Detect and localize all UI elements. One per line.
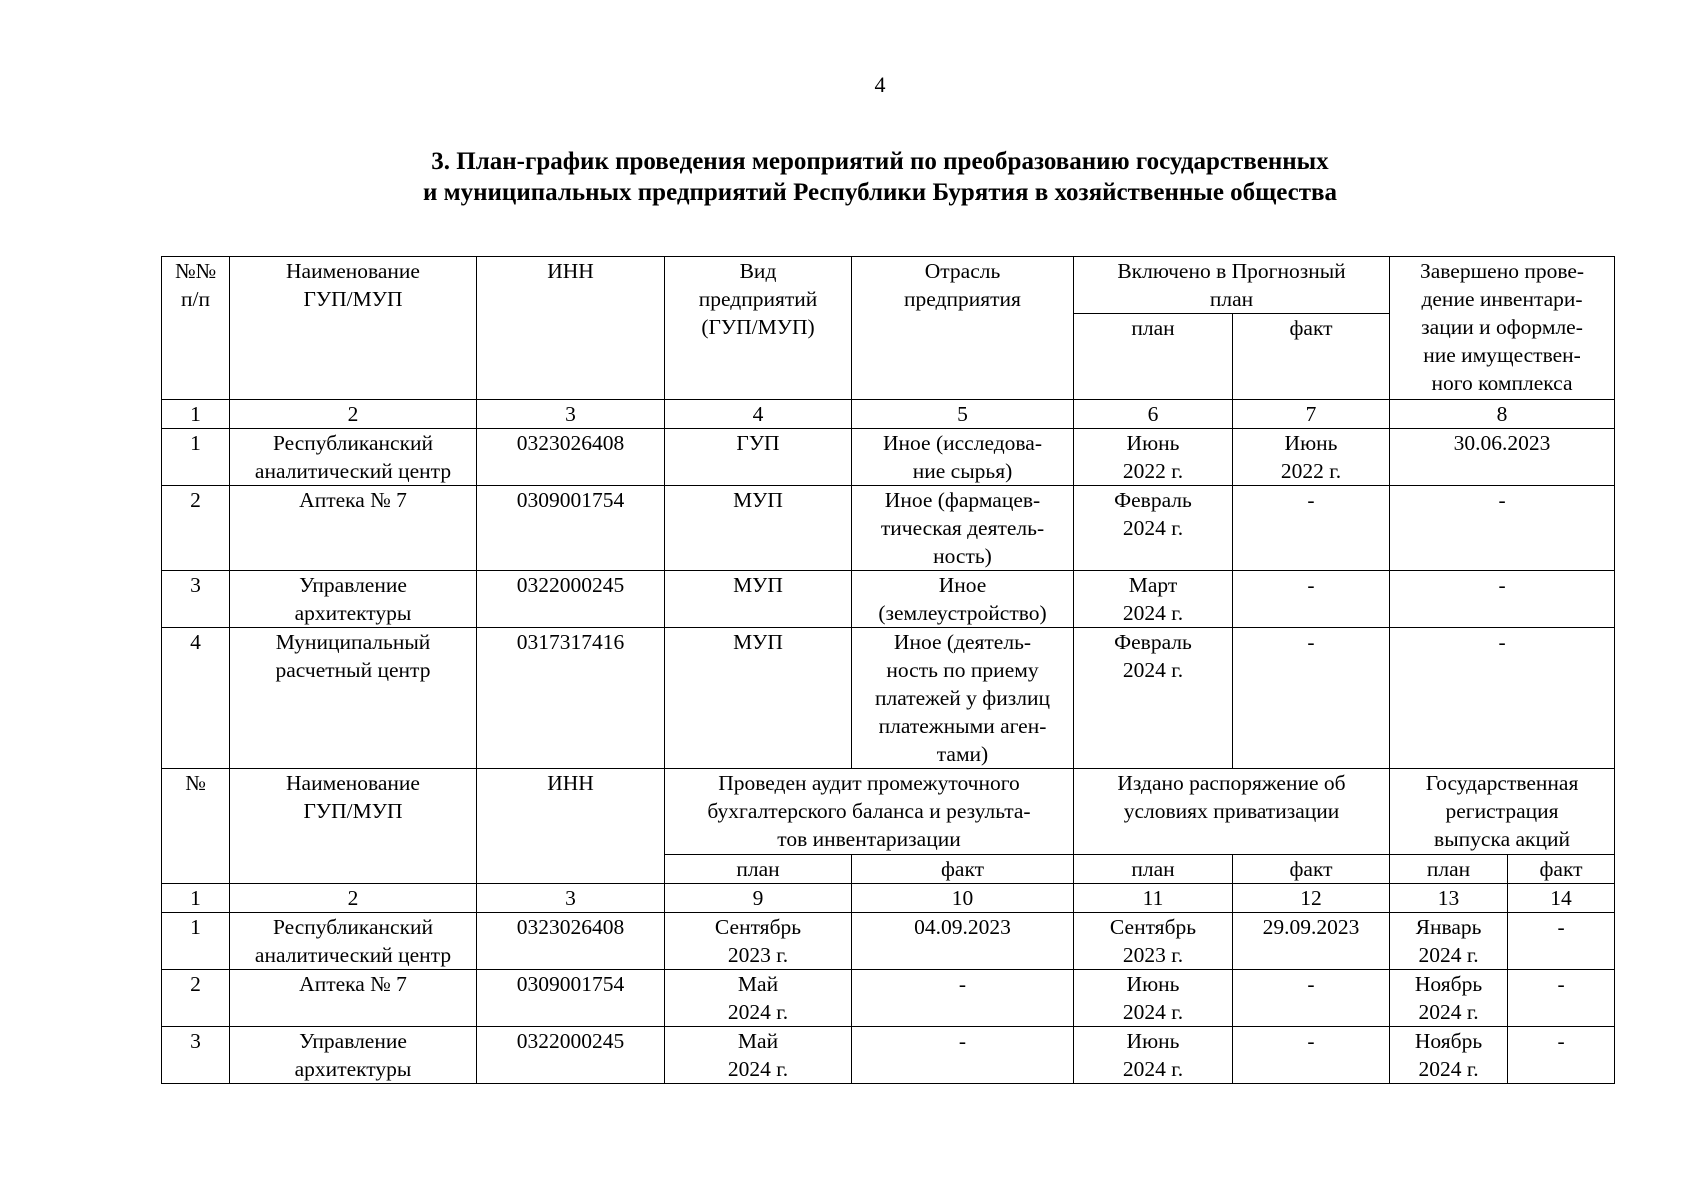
header-fact: факт: [1233, 314, 1390, 400]
cell-line: Отрасль: [924, 259, 1001, 283]
industry-value: [852, 486, 1074, 571]
cell-line: ИНН: [547, 259, 594, 283]
inn-value: 0322000245: [477, 571, 665, 628]
cell-line: Завершено прове-: [1419, 259, 1585, 283]
inn-value: 0322000245: [477, 1027, 665, 1084]
enterprise-type: ГУП: [665, 429, 852, 486]
cell-line: Вид: [739, 259, 777, 283]
inventory-value: 30.06.2023: [1390, 429, 1615, 486]
cell-line: Государственная: [1425, 771, 1579, 795]
row-num: 3: [162, 571, 230, 628]
industry-value: [852, 429, 1074, 486]
enterprise-type: МУП: [665, 486, 852, 571]
cell-line: выпуска акций: [1434, 827, 1570, 851]
column-number: 3: [477, 884, 665, 913]
table-row: [162, 571, 1615, 628]
cell-line: 2024 г.: [727, 1057, 789, 1081]
cell-line: 2024 г.: [1418, 1057, 1479, 1081]
header-name: [230, 769, 477, 884]
column-number: 3: [477, 400, 665, 429]
registration-fact-value: -: [1508, 913, 1615, 970]
forecast-fact-value: [1233, 429, 1390, 486]
header-reg-plan: план: [1390, 855, 1508, 884]
registration-plan-value: [1390, 1027, 1508, 1084]
cell-line: Муниципальный: [275, 630, 431, 654]
registration-plan-value: [1390, 913, 1508, 970]
row-num: 2: [162, 970, 230, 1027]
column-number: 2: [230, 400, 477, 429]
cell-line: Аптека № 7: [299, 972, 407, 996]
column-number: 2: [230, 884, 477, 913]
table-row: [162, 913, 1615, 970]
cell-line: Проведен аудит промежуточного: [718, 771, 1020, 795]
cell-line: 2024 г.: [1122, 1000, 1184, 1024]
header-row-2: [162, 769, 1615, 855]
column-number: 1: [162, 884, 230, 913]
cell-line: Наименование: [286, 259, 420, 283]
column-numbers-row-2: [162, 884, 1615, 913]
registration-plan-value: [1390, 970, 1508, 1027]
cell-line: тическая деятель-: [880, 516, 1045, 540]
cell-line: 2023 г.: [1122, 943, 1184, 967]
cell-line: 2023 г.: [727, 943, 789, 967]
cell-line: 2024 г.: [1122, 1057, 1184, 1081]
cell-line: Включено в Прогнозный: [1117, 259, 1346, 283]
row-num: 3: [162, 1027, 230, 1084]
column-number: 5: [852, 400, 1074, 429]
cell-line: Февраль: [1114, 488, 1192, 512]
cell-line: платежными аген-: [878, 714, 1047, 738]
industry-value: [852, 571, 1074, 628]
forecast-fact-value: [1233, 628, 1390, 769]
cell-line: Иное (фармацев-: [884, 488, 1041, 512]
cell-line: план: [1209, 287, 1254, 311]
inventory-value: -: [1390, 486, 1615, 571]
header-num: [162, 257, 230, 400]
row-num: 4: [162, 628, 230, 769]
table-row: [162, 970, 1615, 1027]
forecast-plan-value: [1074, 429, 1233, 486]
cell-line: 2024 г.: [1418, 1000, 1479, 1024]
inventory-value: -: [1390, 628, 1615, 769]
header-row: [162, 257, 1615, 314]
order-fact-value: -: [1233, 970, 1390, 1027]
cell-line: ГУП/МУП: [303, 287, 403, 311]
inn-value: 0309001754: [477, 970, 665, 1027]
order-fact-value: 29.09.2023: [1233, 913, 1390, 970]
cell-line: ние сырья): [912, 459, 1013, 483]
column-number: 9: [665, 884, 852, 913]
document-title: [0, 146, 1698, 208]
cell-line: Сентябрь: [714, 915, 802, 939]
cell-line: (землеустройство): [878, 601, 1047, 625]
cell-line: №№: [174, 259, 217, 283]
column-number: 8: [1390, 400, 1615, 429]
cell-line: 2024 г.: [1122, 658, 1184, 682]
cell-line: Иное (деятель-: [893, 630, 1032, 654]
column-number: 12: [1233, 884, 1390, 913]
cell-line: Иное: [938, 573, 987, 597]
header-order-plan: план: [1074, 855, 1233, 884]
cell-line: Июнь: [1126, 972, 1180, 996]
cell-line: расчетный центр: [275, 658, 431, 682]
cell-line: 2024 г.: [1122, 601, 1184, 625]
title-line-1: 3. План-график проведения мероприятий по преобразованию государственных: [431, 148, 1329, 175]
enterprise-name: [230, 429, 477, 486]
cell-line: Республиканский: [272, 915, 434, 939]
header-order-fact: факт: [1233, 855, 1390, 884]
page-number: 4: [874, 72, 886, 97]
header-audit: [665, 769, 1074, 855]
header-audit-fact: факт: [852, 855, 1074, 884]
enterprise-name: [230, 970, 477, 1027]
forecast-fact-value: [1233, 486, 1390, 571]
cell-line: архитектуры: [294, 601, 412, 625]
cell-line: аналитический центр: [254, 943, 452, 967]
cell-line: Ноябрь: [1414, 1029, 1483, 1053]
header-order: [1074, 769, 1390, 855]
cell-line: Управление: [299, 1029, 407, 1053]
inn-value: 0317317416: [477, 628, 665, 769]
header-inventory: [1390, 257, 1615, 400]
order-plan-value: [1074, 1027, 1233, 1084]
audit-plan-value: [665, 1027, 852, 1084]
inn-value: 0309001754: [477, 486, 665, 571]
cell-line: ние имуществен-: [1423, 343, 1581, 367]
cell-line: 2022 г.: [1122, 459, 1184, 483]
column-number: 1: [162, 400, 230, 429]
column-number: 14: [1508, 884, 1615, 913]
audit-plan-value: [665, 970, 852, 1027]
header-plan: план: [1074, 314, 1233, 400]
header-inn: ИНН: [477, 769, 665, 884]
enterprise-type: МУП: [665, 571, 852, 628]
cell-line: п/п: [181, 287, 210, 311]
order-fact-value: -: [1233, 1027, 1390, 1084]
cell-line: 2024 г.: [1122, 516, 1184, 540]
header-forecast-plan: [1074, 257, 1390, 314]
column-number: 11: [1074, 884, 1233, 913]
cell-line: -: [1307, 630, 1315, 654]
inventory-value: -: [1390, 571, 1615, 628]
cell-line: Аптека № 7: [299, 488, 407, 512]
cell-line: Июнь: [1126, 431, 1180, 455]
table-row: [162, 429, 1615, 486]
table-row: [162, 486, 1615, 571]
table-row: [162, 628, 1615, 769]
cell-line: ность): [933, 544, 992, 568]
cell-line: ность по приему: [886, 658, 1039, 682]
table-row: [162, 1027, 1615, 1084]
column-number: 13: [1390, 884, 1508, 913]
cell-line: Июнь: [1126, 1029, 1180, 1053]
column-number: 10: [852, 884, 1074, 913]
cell-line: Май: [737, 1029, 779, 1053]
enterprise-name: [230, 913, 477, 970]
cell-line: аналитический центр: [254, 459, 452, 483]
audit-plan-value: [665, 913, 852, 970]
row-num: 1: [162, 429, 230, 486]
forecast-plan-value: [1074, 486, 1233, 571]
enterprise-name: [230, 486, 477, 571]
cell-line: Республиканский: [272, 431, 434, 455]
cell-line: Сентябрь: [1109, 915, 1197, 939]
audit-fact-value: 04.09.2023: [852, 913, 1074, 970]
column-number: 7: [1233, 400, 1390, 429]
cell-line: Июнь: [1284, 431, 1338, 455]
inn-value: 0323026408: [477, 913, 665, 970]
cell-line: предприятия: [904, 287, 1021, 311]
enterprise-name: [230, 571, 477, 628]
cell-line: бухгалтерского баланса и результа-: [707, 799, 1031, 823]
column-number: 4: [665, 400, 852, 429]
audit-fact-value: -: [852, 1027, 1074, 1084]
cell-line: -: [1307, 573, 1315, 597]
row-num: 1: [162, 913, 230, 970]
cell-line: (ГУП/МУП): [701, 315, 815, 339]
cell-line: предприятий: [698, 287, 818, 311]
cell-line: 2024 г.: [727, 1000, 789, 1024]
enterprise-name: [230, 1027, 477, 1084]
cell-line: Издано распоряжение об: [1117, 771, 1346, 795]
audit-fact-value: -: [852, 970, 1074, 1027]
registration-fact-value: -: [1508, 1027, 1615, 1084]
forecast-plan-value: [1074, 628, 1233, 769]
cell-line: Ноябрь: [1414, 972, 1483, 996]
header-reg-fact: факт: [1508, 855, 1615, 884]
enterprise-name: [230, 628, 477, 769]
cell-line: Март: [1128, 573, 1178, 597]
order-plan-value: [1074, 970, 1233, 1027]
cell-line: Управление: [299, 573, 407, 597]
header-num: №: [162, 769, 230, 884]
cell-line: регистрация: [1445, 799, 1559, 823]
cell-line: 2022 г.: [1280, 459, 1342, 483]
registration-fact-value: -: [1508, 970, 1615, 1027]
industry-value: [852, 628, 1074, 769]
cell-line: ного комплекса: [1431, 371, 1573, 395]
column-numbers-row: [162, 400, 1615, 429]
cell-line: архитектуры: [294, 1057, 412, 1081]
cell-line: 2024 г.: [1418, 943, 1479, 967]
cell-line: зации и оформле-: [1421, 315, 1583, 339]
forecast-fact-value: [1233, 571, 1390, 628]
header-audit-plan: план: [665, 855, 852, 884]
row-num: 2: [162, 486, 230, 571]
cell-line: Наименование: [286, 771, 420, 795]
header-registration: [1390, 769, 1615, 855]
column-number: 6: [1074, 400, 1233, 429]
header-name: [230, 257, 477, 400]
privatization-schedule-table: [161, 256, 1615, 1084]
cell-line: Иное (исследова-: [883, 431, 1042, 455]
header-type: [665, 257, 852, 400]
inn-value: 0323026408: [477, 429, 665, 486]
cell-line: условиях приватизации: [1123, 799, 1340, 823]
order-plan-value: [1074, 913, 1233, 970]
cell-line: ГУП/МУП: [303, 799, 403, 823]
header-inn: [477, 257, 665, 400]
title-line-2: и муниципальных предприятий Республики Бурятия в хозяйственные общества: [422, 179, 1338, 206]
cell-line: Май: [737, 972, 779, 996]
header-industry: [852, 257, 1074, 400]
enterprise-type: МУП: [665, 628, 852, 769]
cell-line: тов инвентаризации: [777, 827, 961, 851]
cell-line: Февраль: [1114, 630, 1192, 654]
cell-line: дение инвентари-: [1421, 287, 1583, 311]
cell-line: Январь: [1415, 915, 1482, 939]
cell-line: тами): [936, 742, 989, 766]
cell-line: платежей у физлиц: [875, 686, 1050, 710]
forecast-plan-value: [1074, 571, 1233, 628]
cell-line: -: [1307, 488, 1315, 512]
